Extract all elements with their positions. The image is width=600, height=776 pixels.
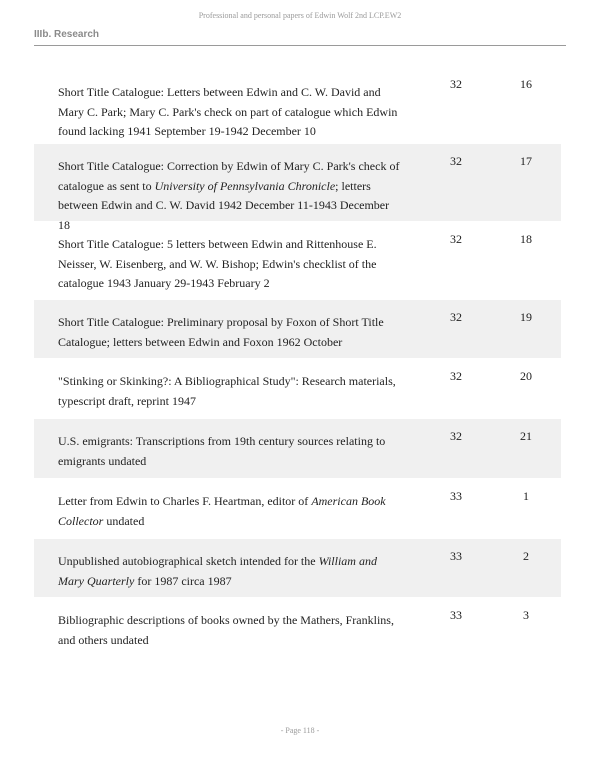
folder-number: 17	[520, 154, 532, 168]
item-description: Unpublished autobiographical sketch intended for the William and Mary Quarterly for 1987 circa 1987	[58, 554, 377, 588]
list-item	[34, 300, 561, 358]
box-number: 32	[450, 429, 462, 443]
box-number: 32	[450, 232, 462, 246]
italic-title: University of Pennsylvania Chronicle	[154, 178, 336, 193]
list-item	[34, 67, 561, 143]
folder-number: 19	[520, 310, 532, 324]
folder-number: 21	[520, 429, 532, 443]
box-number: 32	[450, 154, 462, 168]
folder-number: 1	[523, 489, 529, 503]
list-item	[34, 598, 561, 658]
item-description: Short Title Catalogue: Correction by Edwin of Mary C. Park's check of catalogue as sent to University of Pennsylvania Chronicle; letters between Edwin and C. W. David 1942 December 11-1943 December 18	[58, 159, 400, 232]
item-description: Short Title Catalogue: Preliminary proposal by Foxon of Short Title Catalogue; letters between Edwin and Foxon 1962 October	[58, 315, 384, 349]
box-number: 33	[450, 608, 462, 622]
box-number: 32	[450, 369, 462, 383]
folder-number: 18	[520, 232, 532, 246]
list-item	[34, 144, 561, 232]
page-number: - Page 118 -	[280, 726, 320, 735]
list-item	[34, 222, 561, 299]
italic-title: William and Mary Quarterly	[58, 554, 377, 588]
item-description: Bibliographic descriptions of books owned by the Mathers, Franklins, and others undated	[58, 613, 394, 647]
box-number: 33	[450, 549, 462, 563]
list-item	[34, 419, 561, 478]
running-header: Professional and personal papers of Edwin Wolf 2nd LCP.EW2	[198, 11, 402, 20]
item-description: Short Title Catalogue: 5 letters between Edwin and Rittenhouse E. Neisser, W. Eisenberg, and W. W. Bishop; Edwin's checklist of the catalogue 1943 January 29-1943 February 2	[58, 237, 377, 290]
folder-number: 16	[520, 77, 532, 91]
list-item	[34, 359, 561, 418]
item-description: "Stinking or Skinking?: A Bibliographical Study": Research materials, typescript draft, reprint 1947	[58, 374, 396, 408]
box-number: 32	[450, 77, 462, 91]
list-item	[34, 479, 561, 538]
header-divider	[34, 45, 566, 46]
box-number: 32	[450, 310, 462, 324]
folder-number: 20	[520, 369, 532, 383]
item-description: U.S. emigrants: Transcriptions from 19th century sources relating to emigrants undated	[58, 434, 386, 468]
folder-number: 3	[523, 608, 529, 622]
folder-number: 2	[523, 549, 529, 563]
item-description: Short Title Catalogue: Letters between Edwin and C. W. David and Mary C. Park; Mary C. Park's check on part of catalogue which Edwin found lacking 1941 September 19-1942 December 10	[58, 85, 398, 138]
item-description: Letter from Edwin to Charles F. Heartman, editor of American Book Collector undated	[58, 494, 386, 528]
italic-title: American Book Collector	[58, 494, 386, 528]
box-number: 33	[450, 489, 462, 503]
list-item	[34, 539, 561, 597]
section-title: IIIb. Research	[34, 29, 100, 40]
